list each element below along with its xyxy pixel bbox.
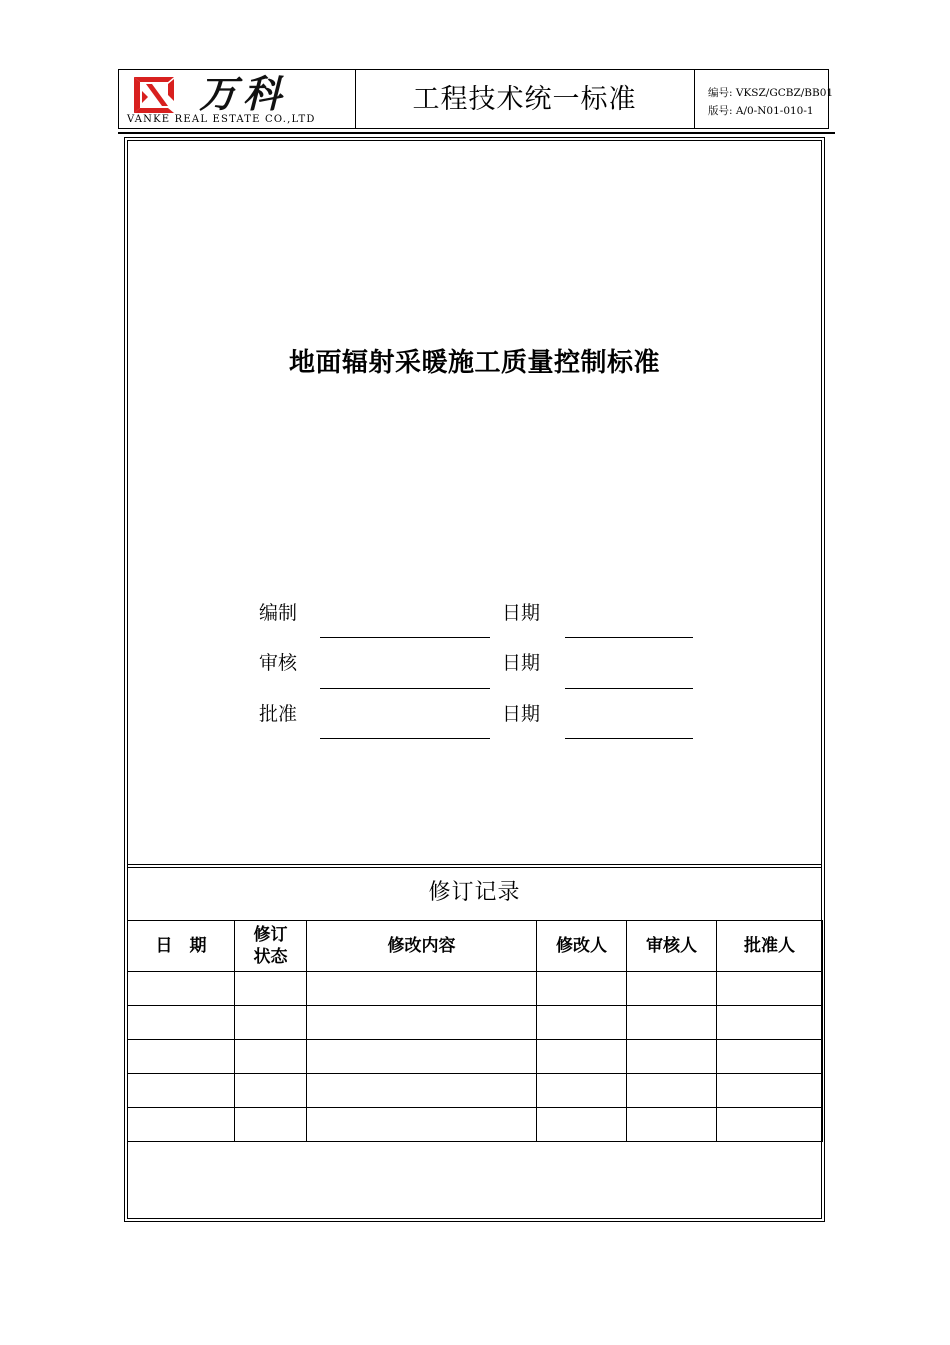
document-number: 编号: VKSZ/GCBZ/BB01 [708, 87, 834, 99]
logo-english-text: VANKE REAL ESTATE CO.,LTD [127, 114, 316, 125]
approved-date-label: 日期 [502, 703, 541, 725]
table-row [128, 1006, 823, 1040]
vanke-logo-icon [132, 75, 176, 115]
cell-modifier[interactable] [537, 972, 627, 1006]
prepared-date-line[interactable] [565, 637, 693, 638]
cell-date[interactable] [128, 1108, 235, 1142]
cell-reviewer[interactable] [627, 1074, 717, 1108]
prepared-date-label: 日期 [502, 602, 541, 624]
reviewed-date-line[interactable] [565, 688, 693, 689]
cell-reviewer[interactable] [627, 1006, 717, 1040]
revision-table [127, 920, 823, 1142]
col-approver-header: 批准人 [717, 921, 823, 972]
cell-date[interactable] [128, 972, 235, 1006]
cell-status[interactable] [235, 972, 307, 1006]
reviewed-date-label: 日期 [502, 652, 541, 674]
table-row [128, 1108, 823, 1142]
header-rule [118, 132, 835, 134]
revision-table-header [128, 921, 823, 972]
revision-notes-area[interactable] [127, 1143, 822, 1219]
cell-modifier[interactable] [537, 1006, 627, 1040]
document-title: 地面辐射采暖施工质量控制标准 [288, 348, 660, 378]
cell-status[interactable] [235, 1108, 307, 1142]
company-logo [119, 70, 356, 128]
cell-approver[interactable] [717, 1040, 823, 1074]
cell-content[interactable] [307, 972, 537, 1006]
cell-status[interactable] [235, 1074, 307, 1108]
approved-by-label: 批准 [259, 703, 298, 725]
reviewed-by-label: 审核 [259, 652, 298, 674]
version-number: 版号: A/0-N01-010-1 [708, 105, 814, 117]
document-header [118, 69, 834, 129]
header-category: 工程技术统一标准 [355, 70, 695, 128]
cell-date[interactable] [128, 1074, 235, 1108]
approved-date-line[interactable] [565, 738, 693, 739]
cell-date[interactable] [128, 1006, 235, 1040]
cell-content[interactable] [307, 1040, 537, 1074]
cell-approver[interactable] [717, 1006, 823, 1040]
document-code-block [695, 70, 834, 128]
cell-content[interactable] [307, 1006, 537, 1040]
prepared-by-label: 编制 [259, 602, 298, 624]
cell-approver[interactable] [717, 1074, 823, 1108]
cell-content[interactable] [307, 1074, 537, 1108]
col-date-header: 日 期 [128, 921, 235, 972]
table-row [128, 1040, 823, 1074]
cell-date[interactable] [128, 1040, 235, 1074]
col-content-header: 修改内容 [307, 921, 537, 972]
cell-modifier[interactable] [537, 1108, 627, 1142]
cell-reviewer[interactable] [627, 1108, 717, 1142]
logo-chinese-text: 万科 [199, 72, 288, 116]
cell-reviewer[interactable] [627, 1040, 717, 1074]
prepared-by-line[interactable] [320, 637, 490, 638]
reviewed-by-line[interactable] [320, 688, 490, 689]
col-status-header [235, 921, 307, 972]
cell-status[interactable] [235, 1006, 307, 1040]
approved-by-line[interactable] [320, 738, 490, 739]
cell-approver[interactable] [717, 972, 823, 1006]
revision-record-title: 修订记录 [428, 880, 521, 905]
table-row [128, 1074, 823, 1108]
cell-reviewer[interactable] [627, 972, 717, 1006]
revision-table-body [128, 972, 823, 1142]
col-modifier-header: 修改人 [537, 921, 627, 972]
cell-modifier[interactable] [537, 1074, 627, 1108]
cell-modifier[interactable] [537, 1040, 627, 1074]
col-status-header-text: 修订状态 [253, 925, 288, 967]
cell-content[interactable] [307, 1108, 537, 1142]
section-divider [127, 864, 822, 865]
col-reviewer-header: 审核人 [627, 921, 717, 972]
cell-status[interactable] [235, 1040, 307, 1074]
cell-approver[interactable] [717, 1108, 823, 1142]
table-row [128, 972, 823, 1006]
section-divider [127, 867, 822, 868]
